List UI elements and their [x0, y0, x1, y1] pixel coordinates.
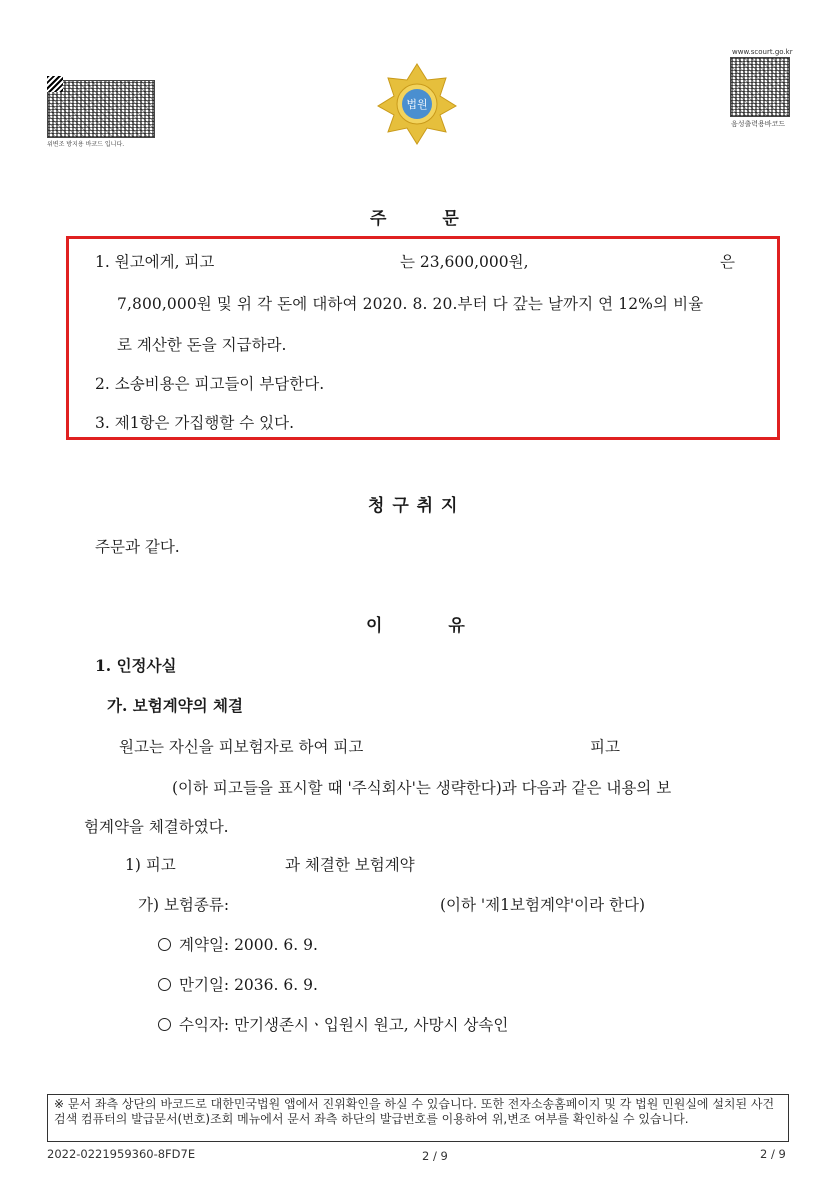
- emblem-text: 법원: [406, 98, 428, 111]
- claim-text: 주문과 같다.: [95, 538, 180, 556]
- claim-title: 청 구 취 지: [368, 496, 459, 516]
- order-item1-line3: 로 계산한 돈을 지급하라.: [117, 336, 287, 354]
- bullet-contract-date: [158, 933, 318, 955]
- reason-title: 이 유: [366, 616, 466, 636]
- contract-1-heading-a: 1) 피고: [125, 856, 176, 874]
- insurance-type-b: (이하 '제1보험계약'이라 한다): [440, 896, 646, 914]
- contract-1-heading-b: 과 체결한 보험계약: [285, 856, 415, 874]
- page-number-right: 2 / 9: [760, 1147, 786, 1161]
- site-url: www.scourt.go.kr: [732, 48, 793, 56]
- insurance-type-a: 가) 보험종류:: [138, 896, 230, 914]
- para1-a: 원고는 자신을 피보험자로 하여 피고: [119, 738, 364, 756]
- bullet-contract-date-text: 계약일: 2000. 6. 9.: [179, 936, 318, 954]
- barcode-corner-mark: [47, 76, 63, 92]
- para1-b: 피고: [590, 738, 620, 756]
- subsection-ga-heading: 가. 보험계약의 체결: [107, 696, 243, 715]
- court-emblem: [374, 60, 460, 146]
- order-item2: 2. 소송비용은 피고들이 부담한다.: [95, 375, 325, 393]
- section-1-heading: 1. 인정사실: [95, 656, 177, 675]
- anti-forgery-barcode: [47, 80, 155, 138]
- circle-bullet-icon: [158, 978, 171, 991]
- bullet-beneficiary: [158, 1013, 508, 1035]
- order-title: 주 문: [370, 209, 460, 229]
- issue-number: 2022-0221959360-8FD7E: [47, 1147, 196, 1161]
- para2: (이하 피고들을 표시할 때 '주식회사'는 생략한다)과 다음과 같은 내용의 보: [172, 779, 672, 797]
- voice-output-barcode: [730, 57, 790, 117]
- para3: 험계약을 체결하였다.: [84, 818, 229, 836]
- page-number-center: 2 / 9: [422, 1149, 448, 1163]
- order-item1-line1a: 1. 원고에게, 피고: [95, 253, 215, 271]
- circle-bullet-icon: [158, 1018, 171, 1031]
- bullet-beneficiary-text: 수익자: 만기생존시ㆍ입원시 원고, 사망시 상속인: [179, 1016, 509, 1034]
- order-item1-line2: 7,800,000원 및 위 각 돈에 대하여 2020. 8. 20.부터 다 갚는 날까지 연 12%의 비율: [117, 295, 704, 313]
- verification-notice: ※ 문서 좌측 상단의 바코드로 대한민국법원 앱에서 진위확인을 하실 수 있습니다. 또한 전자소송홈페이지 및 각 법원 민원실에 설치된 사건검색 컴퓨터의 발급문서(번호)조회 메뉴에서 문서 좌측 하단의 발급번호를 이용하여 위,변조 여부를 확인하실 수 있습니다.: [47, 1094, 789, 1142]
- bullet-maturity-date-text: 만기일: 2036. 6. 9.: [179, 976, 318, 994]
- order-item3: 3. 제1항은 가집행할 수 있다.: [95, 414, 295, 432]
- circle-bullet-icon: [158, 938, 171, 951]
- barcode-caption: 위변조 방지용 바코드 입니다.: [47, 141, 125, 148]
- bullet-maturity-date: [158, 973, 318, 995]
- voice-barcode-caption: 음성출력용바코드: [731, 120, 786, 128]
- order-item1-line1c: 은: [720, 253, 735, 271]
- order-item1-line1b: 는 23,600,000원,: [400, 253, 529, 271]
